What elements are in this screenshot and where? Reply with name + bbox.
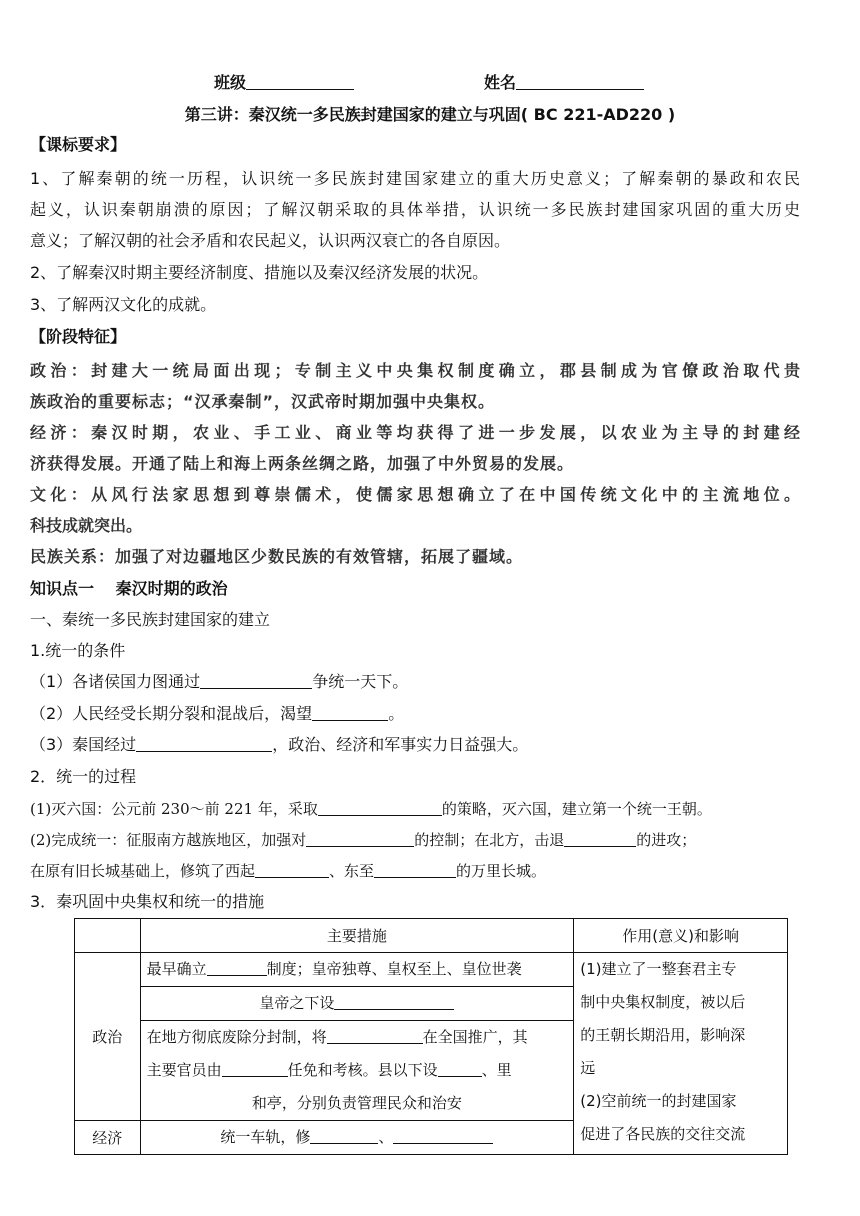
class-field (214, 72, 354, 94)
condition-text: （2）人民经受长期分裂和混战后，渴望 (30, 704, 313, 723)
measure-text: 在地方彻底废除分封制，将 (146, 1028, 327, 1046)
stage-line: 经济：秦汉时期，农业、手工业、商业等均获得了进一步发展，以农业为主导的封建经 (30, 423, 800, 442)
process-3 (30, 860, 546, 882)
measure-line (141, 1021, 574, 1054)
measure-line (141, 953, 574, 986)
knowledge-heading: 知识点一 秦汉时期的政治 (30, 579, 228, 598)
fill-blank[interactable] (136, 735, 272, 752)
process-text: 的进攻； (636, 831, 697, 849)
measure-text: 统一车轨，修 (220, 1128, 311, 1146)
process-text: (1)灭六国：公元前 230～前 221 年，采取 (30, 800, 318, 818)
process-text: 的万里长城。 (456, 862, 547, 880)
process-2 (30, 829, 696, 851)
curriculum-line: 3、了解两汉文化的成就。 (30, 295, 217, 314)
fill-blank[interactable] (374, 861, 456, 878)
process-text: 的策略，灭六国，建立第一个统一王朝。 (441, 800, 712, 818)
curriculum-line: 1、了解秦朝的统一历程，认识统一多民族封建国家建立的重大历史意义；了解秦朝的暴政和农民 (30, 169, 800, 188)
measure-line (141, 1121, 574, 1154)
measure-text: 主要官员由 (146, 1061, 222, 1079)
fill-blank[interactable] (327, 1027, 423, 1044)
fill-blank[interactable] (334, 993, 454, 1010)
stage-line: 文化：从风行法家思想到尊崇儒术，使儒家思想确立了在中国传统文化中的主流地位。 (30, 485, 800, 504)
stage-line: 科技成就突出。 (30, 516, 143, 535)
stage-line: 族政治的重要标志；“汉承秦制”，汉武帝时期加强中央集权。 (30, 392, 496, 411)
section-title: 一、秦统一多民族封建国家的建立 (30, 610, 271, 629)
process-text: 在原有旧长城基础上，修筑了西起 (30, 862, 256, 880)
stage-line: 政治：封建大一统局面出现；专制主义中央集权制度确立，郡县制成为官僚政治取代贵 (30, 361, 800, 380)
condition-text: 。 (388, 704, 405, 723)
measure-text: 、 (378, 1128, 394, 1146)
measure-line (141, 987, 574, 1020)
header-empty-cell (75, 919, 141, 953)
measures-table (74, 918, 788, 1155)
fill-blank[interactable] (393, 1127, 493, 1144)
subsection-title: 1.统一的条件 (30, 641, 126, 660)
measure-cell (140, 1121, 574, 1155)
curriculum-line: 2、了解秦汉时期主要经济制度、措施以及秦汉经济发展的状况。 (30, 263, 489, 282)
fill-blank[interactable] (318, 799, 442, 816)
fill-blank[interactable] (310, 1127, 378, 1144)
measure-text: 皇帝之下设 (259, 994, 335, 1012)
lecture-title: 第三讲：秦汉统一多民族封建国家的建立与巩固( BC 221-AD220 ) (184, 105, 676, 124)
process-1 (30, 798, 712, 820)
col-measures: 主要措施 (140, 919, 574, 953)
effect-line: (2)空前统一的封建国家 (580, 1092, 737, 1110)
condition-text: （3）秦国经过 (30, 735, 137, 754)
effect-line: 的王朝长期沿用，影响深 (580, 1026, 746, 1044)
process-text: 的控制；在北方，击退 (414, 831, 565, 849)
effect-line: 促进了各民族的交往交流 (580, 1125, 746, 1143)
effect-line: (1)建立了一整套君主专 (580, 960, 737, 978)
fill-blank[interactable] (222, 1060, 288, 1077)
fill-blank[interactable] (200, 672, 312, 689)
process-text: (2)完成统一：征服南方越族地区，加强对 (30, 831, 307, 849)
fill-blank[interactable] (306, 830, 414, 847)
condition-text: 争统一天下。 (312, 672, 409, 691)
subsection-title: 3．秦巩固中央集权和统一的措施 (30, 892, 265, 911)
curriculum-heading: 【课标要求】 (30, 135, 127, 154)
measure-text: 在全国推广，其 (422, 1028, 528, 1046)
fill-blank[interactable] (255, 861, 329, 878)
condition-3 (30, 734, 528, 756)
fill-blank[interactable] (564, 830, 636, 847)
measure-cell (140, 953, 574, 987)
class-blank[interactable] (246, 73, 354, 90)
condition-1 (30, 671, 408, 693)
effect-cell (574, 953, 788, 1155)
curriculum-line: 起义，认识秦朝崩溃的原因；了解汉朝采取的具体举措，认识统一多民族封建国家巩固的重大历史 (30, 200, 800, 219)
condition-2 (30, 703, 404, 725)
measure-cell (140, 987, 574, 1021)
row-economy: 经济 (75, 1121, 141, 1155)
subsection-title: 2．统一的过程 (30, 767, 137, 786)
fill-blank[interactable] (207, 959, 267, 976)
measure-line: 和亭，分别负责管理民众和治安 (251, 1094, 462, 1112)
measure-text: 制度；皇帝独尊、皇权至上、皇位世袭 (266, 960, 522, 978)
name-label: 姓名 (484, 73, 517, 92)
condition-text: ，政治、经济和军事实力日益强大。 (272, 735, 529, 754)
fill-blank[interactable] (312, 704, 388, 721)
fill-blank[interactable] (438, 1060, 482, 1077)
class-label: 班级 (214, 73, 247, 92)
row-politics: 政治 (75, 953, 141, 1121)
measure-cell (140, 1021, 574, 1121)
col-effect: 作用(意义)和影响 (574, 919, 788, 953)
condition-text: （1）各诸侯国力图通过 (30, 672, 201, 691)
measure-text: 、里 (481, 1061, 512, 1079)
effect-line: 远 (580, 1059, 596, 1077)
stage-heading: 【阶段特征】 (30, 327, 127, 346)
table-header-row (75, 919, 788, 953)
measure-line (141, 1054, 574, 1087)
name-blank[interactable] (516, 73, 644, 90)
process-text: 、东至 (329, 862, 375, 880)
name-field (484, 72, 644, 94)
stage-line: 济获得发展。开通了陆上和海上两条丝绸之路，加强了中外贸易的发展。 (30, 454, 575, 473)
measure-text: 最早确立 (146, 960, 207, 978)
effect-line: 制中央集权制度，被以后 (580, 993, 746, 1011)
stage-line: 民族关系：加强了对边疆地区少数民族的有效管辖，拓展了疆域。 (30, 547, 524, 566)
measure-text: 任免和考核。县以下设 (287, 1061, 438, 1079)
curriculum-line: 意义；了解汉朝的社会矛盾和农民起义，认识两汉衰亡的各自原因。 (30, 231, 511, 250)
table-row (75, 953, 788, 987)
